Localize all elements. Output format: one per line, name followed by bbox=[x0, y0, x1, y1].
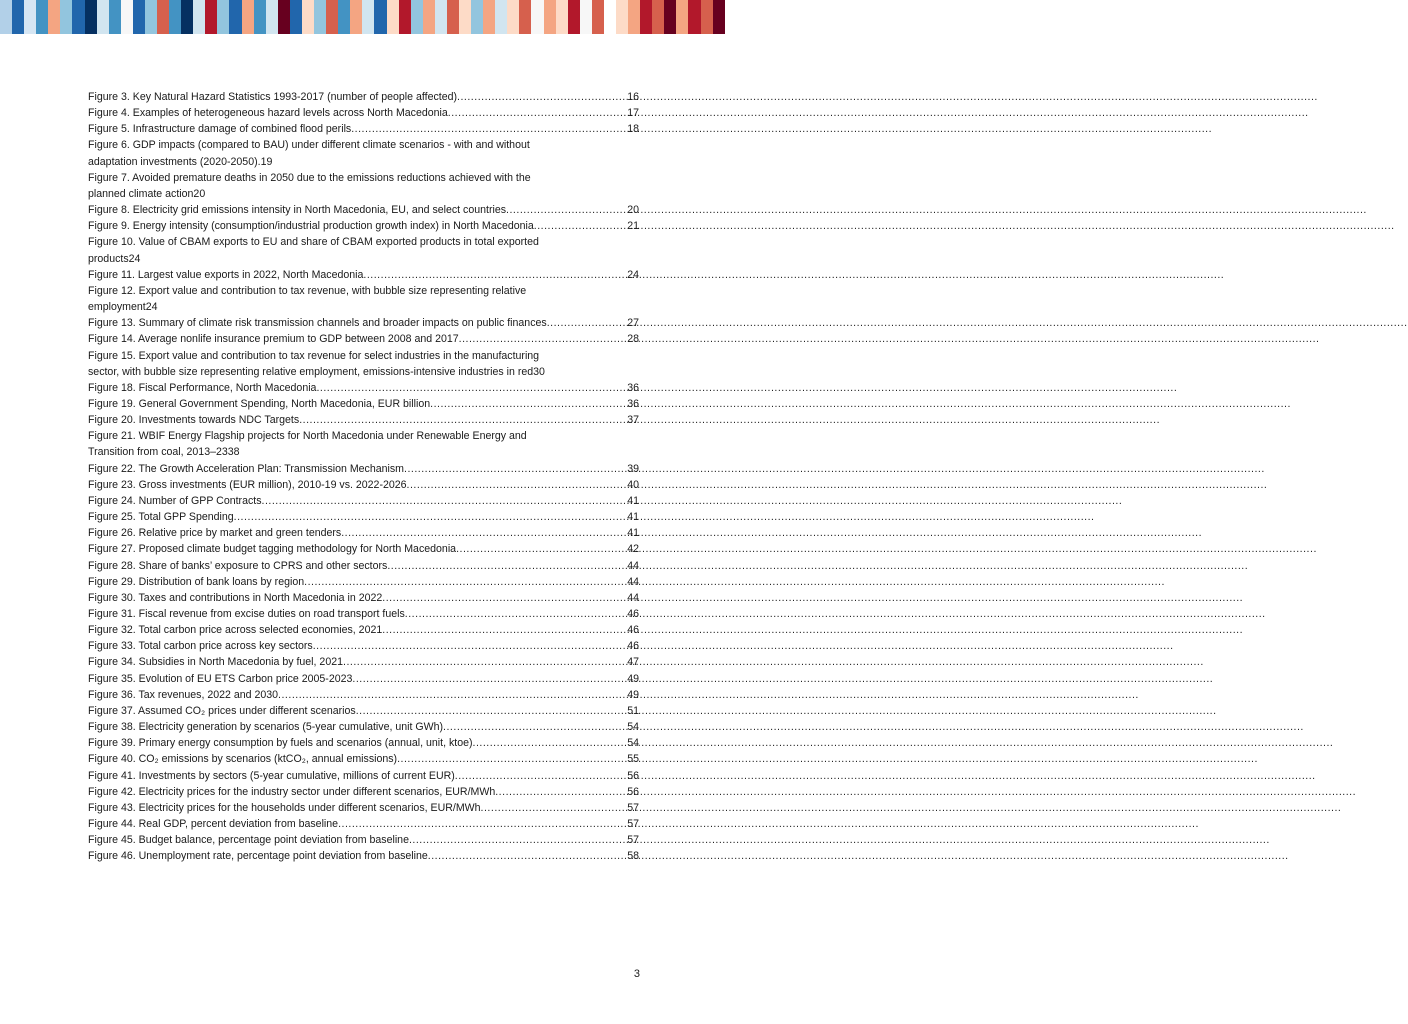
header-stripe bbox=[193, 0, 205, 34]
header-stripe bbox=[495, 0, 507, 34]
toc-entry[interactable] bbox=[88, 541, 639, 557]
toc-entry-page: 49 bbox=[627, 672, 639, 685]
toc-entry-page: 36 bbox=[627, 381, 639, 394]
header-stripe bbox=[713, 0, 725, 34]
toc-entry-title-continued: adaptation investments (2020-2050). bbox=[88, 155, 261, 168]
toc-entry-page: 41 bbox=[627, 494, 639, 507]
dot-leader bbox=[338, 816, 625, 832]
toc-entry[interactable] bbox=[88, 477, 639, 493]
toc-entry[interactable] bbox=[88, 574, 639, 590]
toc-entry-page: 24 bbox=[145, 301, 158, 314]
toc-entry[interactable] bbox=[88, 170, 639, 202]
toc-entry-title: Figure 36. Tax revenues, 2022 and 2030 bbox=[88, 688, 279, 701]
dot-leader bbox=[316, 380, 625, 396]
dot-leader bbox=[534, 218, 625, 234]
toc-entry[interactable] bbox=[88, 525, 639, 541]
dot-leader bbox=[397, 751, 625, 767]
dot-leader bbox=[351, 121, 625, 137]
dot-leader bbox=[407, 477, 626, 493]
toc-entry-title: Figure 6. GDP impacts (compared to BAU) under different climate scenarios - with and without bbox=[88, 139, 530, 152]
toc-entry-title: Figure 28. Share of banks’ exposure to CPRS and other sectors bbox=[88, 559, 388, 572]
header-stripe bbox=[580, 0, 592, 34]
header-stripe bbox=[157, 0, 169, 34]
header-stripe bbox=[350, 0, 362, 34]
toc-entry-title: Figure 26. Relative price by market and green tenders bbox=[88, 527, 342, 540]
toc-entry-page: 36 bbox=[627, 397, 639, 410]
header-stripe bbox=[374, 0, 386, 34]
header-stripe bbox=[362, 0, 374, 34]
header-stripe bbox=[592, 0, 604, 34]
toc-entry-page: 30 bbox=[533, 365, 545, 378]
header-stripe bbox=[60, 0, 72, 34]
header-stripe bbox=[109, 0, 121, 34]
toc-entry[interactable] bbox=[88, 509, 639, 525]
toc-entry-page: 44 bbox=[627, 559, 639, 572]
toc-entry-page: 16 bbox=[627, 91, 639, 103]
header-stripe bbox=[568, 0, 580, 34]
header-stripe bbox=[48, 0, 60, 34]
header-stripe bbox=[302, 0, 314, 34]
dot-leader bbox=[234, 509, 626, 525]
toc-entry-title: Figure 42. Electricity prices for the industry sector under different scenarios, EUR/MWh bbox=[88, 785, 496, 798]
dot-leader bbox=[448, 105, 625, 121]
dot-leader bbox=[278, 687, 625, 703]
toc-entry-page: 47 bbox=[627, 656, 639, 669]
header-stripe bbox=[435, 0, 447, 34]
toc-entry[interactable] bbox=[88, 89, 639, 105]
dot-leader bbox=[363, 267, 625, 283]
toc-entry-title: Figure 22. The Growth Acceleration Plan: Transmission Mechanism bbox=[88, 462, 404, 475]
header-stripe bbox=[640, 0, 652, 34]
toc-entry-page: 41 bbox=[627, 511, 639, 524]
toc-entry-title: Figure 44. Real GDP, percent deviation from baseline bbox=[88, 818, 339, 831]
toc-entry-title: Figure 15. Export value and contribution to tax revenue for select industries in the manufacturing bbox=[88, 349, 540, 362]
toc-entry-page: 21 bbox=[627, 220, 639, 233]
toc-entry-page: 24 bbox=[128, 252, 141, 265]
toc-entry-page: 56 bbox=[627, 769, 639, 782]
toc-entry-title: Figure 37. Assumed CO₂ prices under different scenarios bbox=[88, 704, 356, 717]
header-stripe bbox=[72, 0, 84, 34]
dot-leader bbox=[343, 654, 625, 670]
dot-leader bbox=[409, 832, 625, 848]
toc-entry-title: Figure 24. Number of GPP Contracts bbox=[88, 494, 262, 507]
toc-entry-title: Figure 18. Fiscal Performance, North Macedonia bbox=[88, 381, 317, 394]
toc-entry[interactable] bbox=[88, 137, 639, 169]
toc-entry-title: Figure 39. Primary energy consumption by fuels and scenarios (annual, unit, ktoe) bbox=[88, 737, 473, 750]
toc-entry[interactable] bbox=[88, 687, 639, 703]
dot-leader bbox=[304, 574, 625, 590]
toc-entry[interactable] bbox=[88, 735, 639, 751]
toc-entry-page: 49 bbox=[627, 688, 639, 701]
header-stripe bbox=[254, 0, 266, 34]
header-stripe bbox=[423, 0, 435, 34]
toc-entry-page: 18 bbox=[627, 123, 639, 136]
toc-entry-title: Figure 21. WBIF Energy Flagship projects for North Macedonia under Renewable Energy and bbox=[88, 430, 527, 443]
toc-entry-page: 40 bbox=[627, 478, 639, 491]
header-stripe bbox=[242, 0, 254, 34]
toc-entry[interactable] bbox=[88, 121, 639, 137]
dot-leader bbox=[473, 735, 626, 751]
toc-entry-page: 20 bbox=[193, 187, 206, 200]
header-stripe bbox=[604, 0, 616, 34]
dot-leader bbox=[404, 461, 625, 477]
toc-entry[interactable] bbox=[88, 283, 639, 315]
toc-entry-page: 55 bbox=[627, 753, 639, 766]
toc-entry-page: 44 bbox=[627, 591, 639, 604]
toc-entry-page: 39 bbox=[627, 462, 639, 475]
header-stripe bbox=[181, 0, 193, 34]
header-stripe bbox=[266, 0, 278, 34]
header-stripe bbox=[314, 0, 326, 34]
toc-entry[interactable] bbox=[88, 719, 639, 735]
toc-entry-title: Figure 35. Evolution of EU ETS Carbon price 2005-2023 bbox=[88, 672, 353, 685]
toc-entry-page: 20 bbox=[627, 204, 639, 217]
toc-entry-title: Figure 25. Total GPP Spending bbox=[88, 511, 234, 524]
dot-leader bbox=[430, 396, 625, 412]
toc-entry[interactable] bbox=[88, 105, 639, 121]
toc-entry[interactable] bbox=[88, 622, 639, 638]
dot-leader bbox=[456, 541, 625, 557]
header-stripe bbox=[531, 0, 543, 34]
toc-entry[interactable] bbox=[88, 380, 639, 396]
toc-entry[interactable] bbox=[88, 493, 639, 509]
toc-entry[interactable] bbox=[88, 671, 639, 687]
header-stripe bbox=[519, 0, 531, 34]
header-stripe bbox=[628, 0, 640, 34]
toc-entry-title: Figure 5. Infrastructure damage of combined flood perils bbox=[88, 123, 352, 136]
toc-entry-title: Figure 30. Taxes and contributions in North Macedonia in 2022 bbox=[88, 591, 383, 604]
toc-entry[interactable] bbox=[88, 751, 639, 767]
header-stripe bbox=[338, 0, 350, 34]
header-stripe bbox=[387, 0, 399, 34]
toc-entry-page: 44 bbox=[627, 575, 639, 588]
toc-entry[interactable] bbox=[88, 784, 639, 800]
header-stripe bbox=[676, 0, 688, 34]
dot-leader bbox=[299, 412, 625, 428]
toc-entry-page: 46 bbox=[627, 608, 639, 620]
header-stripe-banner bbox=[0, 0, 725, 34]
toc-entry-title: Figure 20. Investments towards NDC Targets bbox=[88, 414, 300, 427]
toc-entry[interactable] bbox=[88, 638, 639, 654]
toc-entry-title: Figure 8. Electricity grid emissions intensity in North Macedonia, EU, and select countries bbox=[88, 204, 507, 217]
toc-entry-page: 46 bbox=[627, 640, 639, 653]
toc-entry-title: Figure 23. Gross investments (EUR million), 2010-19 vs. 2022-2026 bbox=[88, 478, 407, 491]
toc-entry-page: 41 bbox=[627, 527, 639, 540]
toc-entry-page: 57 bbox=[627, 818, 639, 831]
header-stripe bbox=[85, 0, 97, 34]
toc-entry-page: 42 bbox=[627, 543, 639, 556]
toc-entry[interactable] bbox=[88, 590, 639, 606]
toc-entry-title: Figure 4. Examples of heterogeneous hazard levels across North Macedonia bbox=[88, 107, 448, 120]
header-stripe bbox=[205, 0, 217, 34]
toc-entry-page: 28 bbox=[627, 333, 639, 346]
header-stripe bbox=[229, 0, 241, 34]
dot-leader bbox=[352, 671, 625, 687]
toc-entry-page: 27 bbox=[627, 317, 639, 330]
toc-entry-title: Figure 31. Fiscal revenue from excise duties on road transport fuels bbox=[88, 608, 405, 620]
toc-entry[interactable] bbox=[88, 654, 639, 670]
dot-leader bbox=[313, 638, 625, 654]
toc-entry[interactable] bbox=[88, 412, 639, 428]
header-stripe bbox=[688, 0, 700, 34]
dot-leader bbox=[459, 331, 626, 347]
toc-entry-title: Figure 11. Largest value exports in 2022, North Macedonia bbox=[88, 268, 364, 281]
header-stripe bbox=[97, 0, 109, 34]
toc-entry-page: 54 bbox=[627, 737, 639, 750]
toc-entry-title: Figure 27. Proposed climate budget tagging methodology for North Macedonia bbox=[88, 543, 457, 556]
dot-leader bbox=[382, 622, 625, 638]
toc-entry[interactable] bbox=[88, 267, 639, 283]
header-stripe bbox=[0, 0, 12, 34]
header-stripe bbox=[507, 0, 519, 34]
toc-entry-title: Figure 43. Electricity prices for the households under different scenarios, EUR/MWh bbox=[88, 801, 481, 814]
toc-entry-title: Figure 19. General Government Spending, North Macedonia, EUR billion bbox=[88, 397, 431, 410]
toc-entry[interactable] bbox=[88, 558, 639, 574]
dot-leader bbox=[356, 703, 625, 719]
toc-entry-title: Figure 7. Avoided premature deaths in 2050 due to the emissions reductions achieved with the bbox=[88, 171, 531, 184]
dot-leader bbox=[405, 606, 625, 622]
toc-entry-page: 58 bbox=[627, 850, 639, 863]
header-stripe bbox=[278, 0, 290, 34]
dot-leader bbox=[382, 590, 625, 606]
toc-entry-title-continued: planned climate action bbox=[88, 187, 194, 200]
toc-entry-title-continued: employment bbox=[88, 301, 146, 314]
toc-entry-title: Figure 40. CO₂ emissions by scenarios (ktCO₂, annual emissions) bbox=[88, 753, 398, 766]
dot-leader bbox=[455, 768, 625, 784]
toc-entry[interactable] bbox=[88, 428, 639, 460]
header-stripe bbox=[459, 0, 471, 34]
toc-entry-title: Figure 13. Summary of climate risk transmission channels and broader impacts on public finances bbox=[88, 317, 547, 330]
header-stripe bbox=[169, 0, 181, 34]
toc-entry[interactable] bbox=[88, 703, 639, 719]
header-stripe bbox=[447, 0, 459, 34]
toc-entry-page: 56 bbox=[627, 785, 639, 798]
header-stripe bbox=[290, 0, 302, 34]
toc-entry-title: Figure 29. Distribution of bank loans by region bbox=[88, 575, 305, 588]
toc-entry-page: 57 bbox=[627, 834, 639, 847]
toc-entry[interactable] bbox=[88, 348, 639, 380]
header-stripe bbox=[36, 0, 48, 34]
header-stripe bbox=[483, 0, 495, 34]
toc-entry-title-continued: sector, with bubble size representing relative employment, emissions-intensive industries in red bbox=[88, 365, 534, 378]
toc-entry-title: Figure 3. Key Natural Hazard Statistics 1993-2017 (number of people affected) bbox=[88, 91, 458, 103]
toc-entry-title: Figure 34. Subsidies in North Macedonia by fuel, 2021 bbox=[88, 656, 343, 669]
dot-leader bbox=[495, 784, 625, 800]
header-stripe bbox=[616, 0, 628, 34]
toc-entry-title: Figure 32. Total carbon price across selected economies, 2021 bbox=[88, 624, 383, 637]
header-stripe bbox=[326, 0, 338, 34]
toc-entry-page: 51 bbox=[627, 704, 639, 717]
toc-entry-title: Figure 10. Value of CBAM exports to EU and share of CBAM exported products in total exported bbox=[88, 236, 539, 249]
header-stripe bbox=[217, 0, 229, 34]
header-stripe bbox=[652, 0, 664, 34]
toc-entry[interactable] bbox=[88, 800, 639, 816]
header-stripe bbox=[664, 0, 676, 34]
toc-entry-page: 17 bbox=[627, 107, 639, 120]
toc-entry[interactable] bbox=[88, 768, 639, 784]
header-stripe bbox=[399, 0, 411, 34]
dot-leader bbox=[443, 719, 625, 735]
header-stripe bbox=[471, 0, 483, 34]
toc-entry-page: 57 bbox=[627, 801, 639, 814]
header-stripe bbox=[12, 0, 24, 34]
dot-leader bbox=[547, 315, 626, 331]
toc-entry-page: 24 bbox=[627, 268, 639, 281]
toc-entry-title: Figure 45. Budget balance, percentage point deviation from baseline bbox=[88, 834, 409, 847]
toc-entry[interactable] bbox=[88, 832, 639, 848]
toc-entry-title: Figure 9. Energy intensity (consumption/industrial production growth index) in North Macedonia bbox=[88, 220, 534, 233]
toc-entry-page: 19 bbox=[260, 155, 273, 168]
toc-entry-page: 54 bbox=[627, 721, 639, 734]
toc-entry[interactable] bbox=[88, 461, 639, 477]
toc-entry[interactable] bbox=[88, 606, 639, 622]
toc-entry[interactable] bbox=[88, 331, 639, 347]
toc-entry-page: 38 bbox=[227, 446, 240, 459]
dot-leader bbox=[341, 525, 625, 541]
dot-leader bbox=[428, 848, 625, 864]
header-stripe bbox=[24, 0, 36, 34]
toc-entry-title: Figure 41. Investments by sectors (5-year cumulative, millions of current EUR) bbox=[88, 769, 455, 782]
page-number: 3 bbox=[633, 968, 640, 980]
toc-entry[interactable] bbox=[88, 816, 639, 832]
dot-leader bbox=[506, 202, 625, 218]
toc-entry[interactable] bbox=[88, 848, 639, 864]
header-stripe bbox=[701, 0, 713, 34]
toc-entry[interactable] bbox=[88, 202, 639, 218]
dot-leader bbox=[387, 558, 625, 574]
toc-entry[interactable] bbox=[88, 218, 639, 234]
table-of-figures bbox=[88, 89, 639, 865]
toc-entry-page: 37 bbox=[627, 414, 639, 427]
dot-leader bbox=[457, 89, 625, 105]
toc-entry-title: Figure 12. Export value and contribution to tax revenue, with bubble size representing relative bbox=[88, 284, 527, 297]
toc-entry-title: Figure 46. Unemployment rate, percentage point deviation from baseline bbox=[88, 850, 428, 863]
header-stripe bbox=[556, 0, 568, 34]
toc-entry[interactable] bbox=[88, 396, 639, 412]
dot-leader bbox=[262, 493, 626, 509]
toc-entry-page: 46 bbox=[627, 624, 639, 637]
header-stripe bbox=[145, 0, 157, 34]
toc-entry-title: Figure 14. Average nonlife insurance premium to GDP between 2008 and 2017 bbox=[88, 333, 459, 346]
toc-entry[interactable] bbox=[88, 315, 639, 331]
header-stripe bbox=[133, 0, 145, 34]
toc-entry-title: Figure 33. Total carbon price across key sectors bbox=[88, 640, 313, 653]
header-stripe bbox=[411, 0, 423, 34]
toc-entry[interactable] bbox=[88, 234, 639, 266]
toc-entry-title: Figure 38. Electricity generation by scenarios (5-year cumulative, unit GWh) bbox=[88, 721, 444, 734]
toc-entry-title-continued: Transition from coal, 2013–23 bbox=[88, 446, 228, 459]
toc-entry-title-continued: products bbox=[88, 252, 129, 265]
dot-leader bbox=[481, 800, 626, 816]
header-stripe bbox=[544, 0, 556, 34]
header-stripe bbox=[121, 0, 133, 34]
